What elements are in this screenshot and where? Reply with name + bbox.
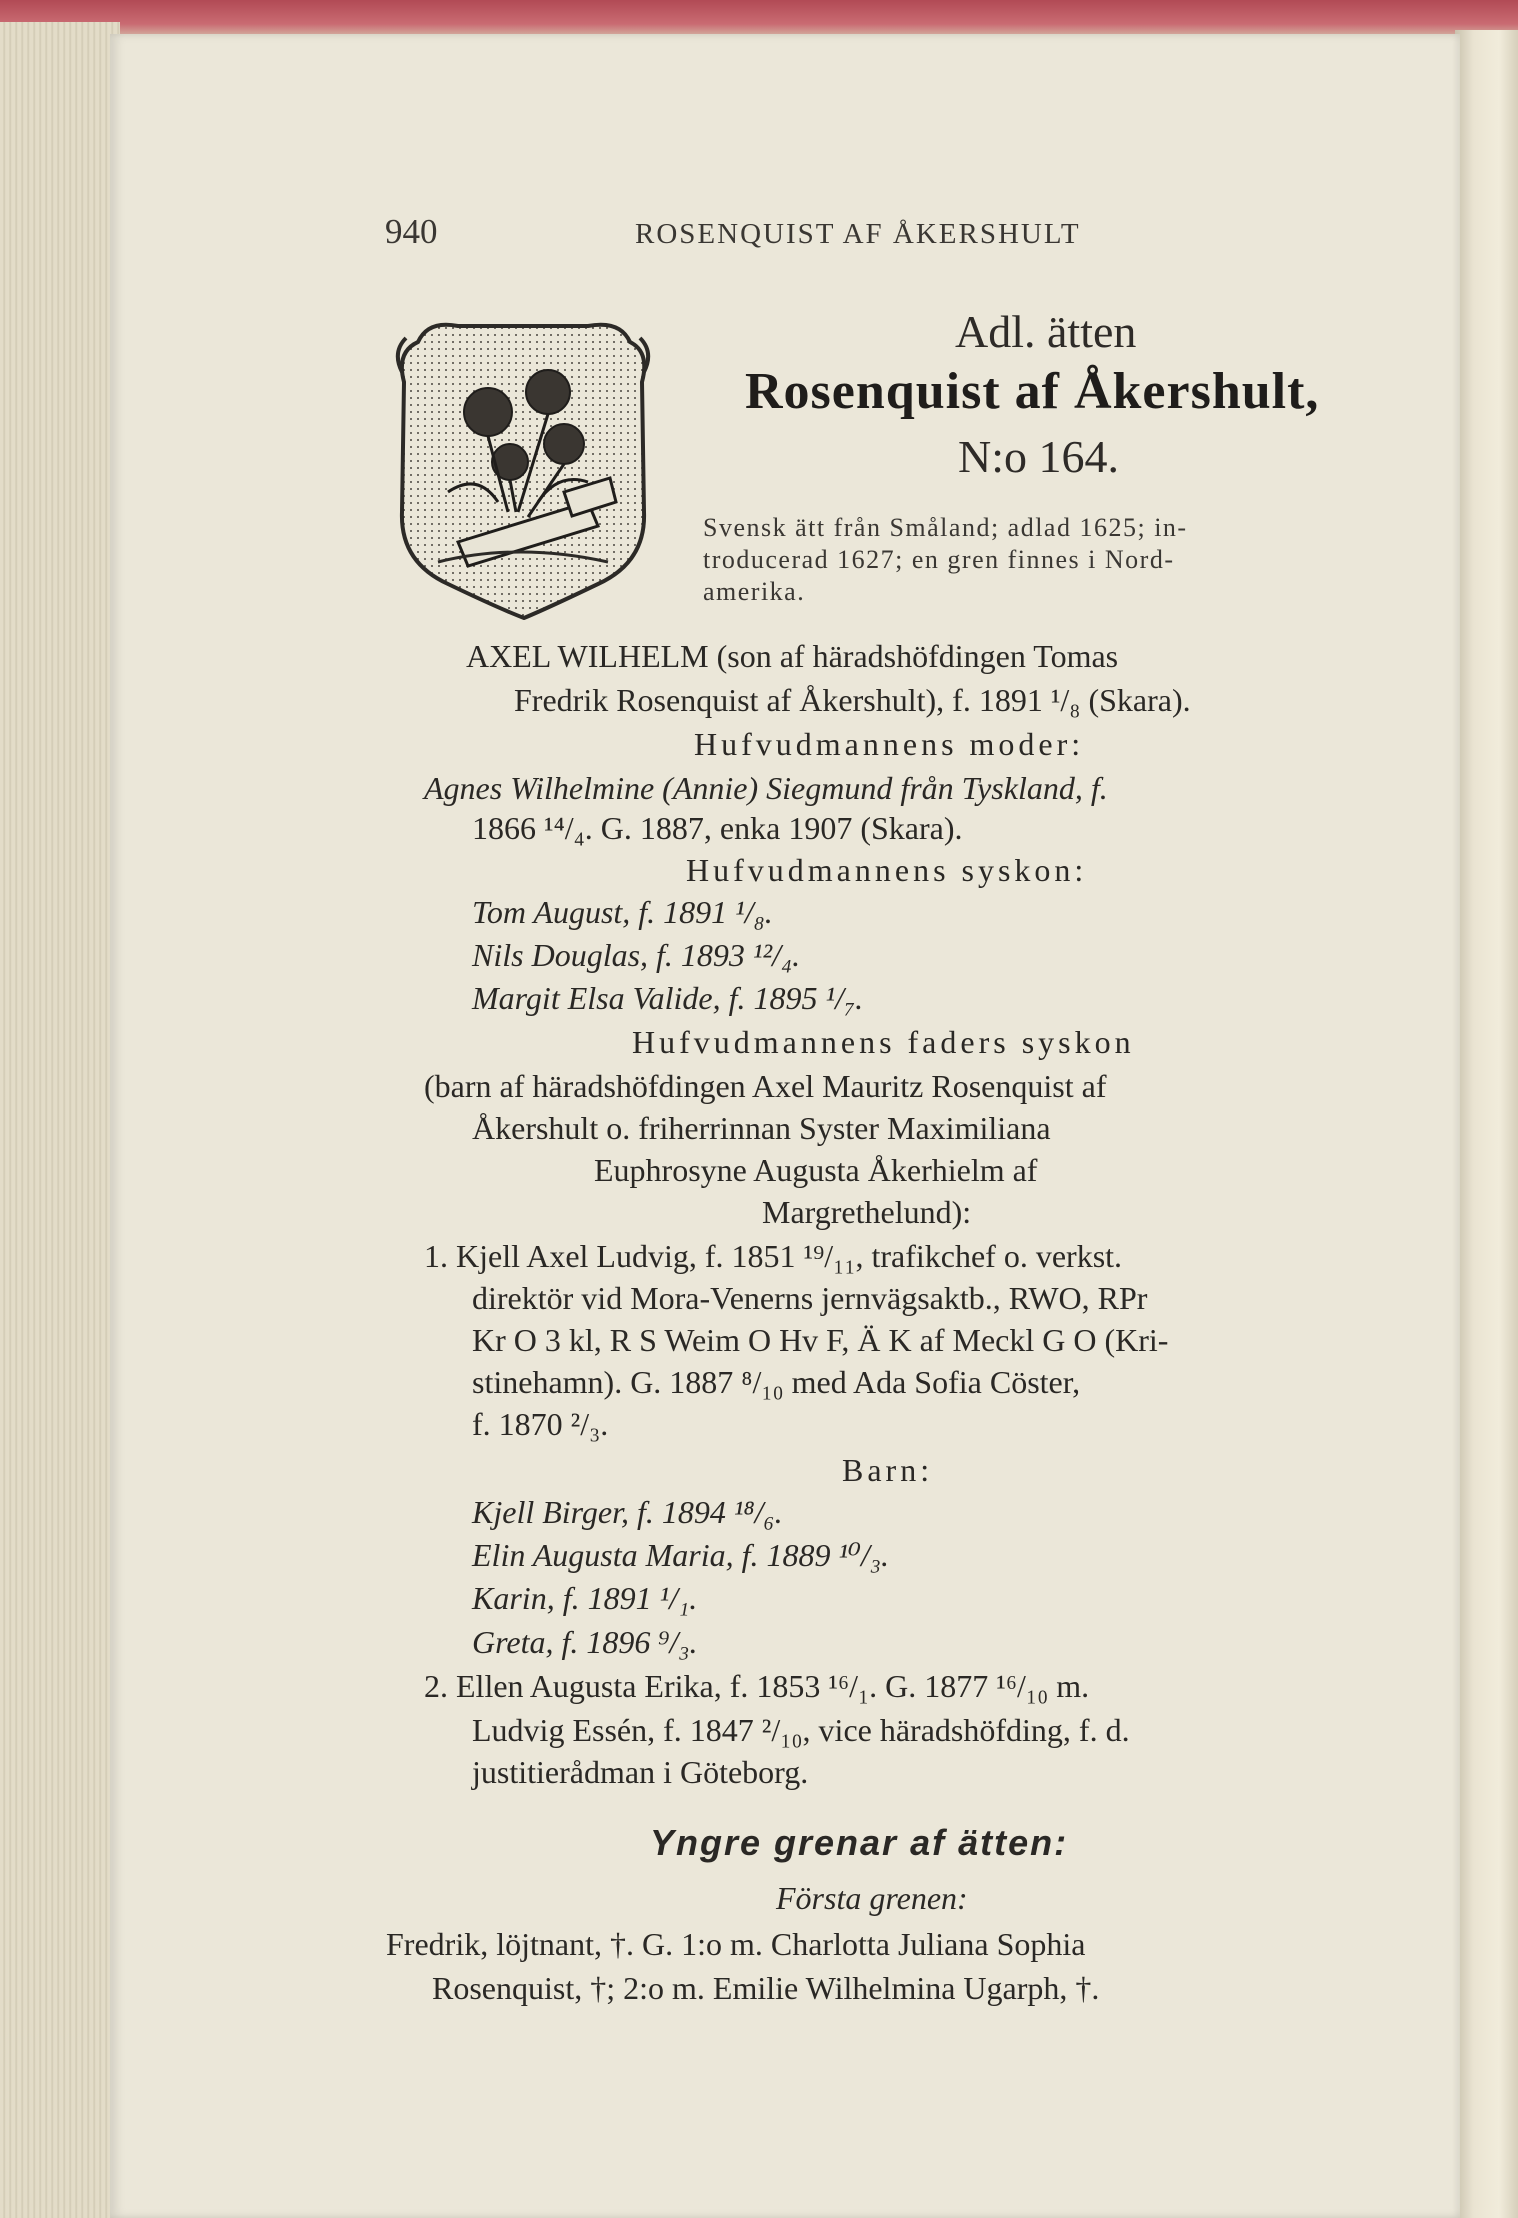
right-page-edge (1455, 30, 1518, 2218)
section-label: Hufvudmannens syskon: (686, 852, 1088, 888)
text-line: f. 1870 ²/₃. (472, 1406, 609, 1442)
entry-heading: Adl. ätten (955, 306, 1137, 357)
text-line: Euphrosyne Augusta Åkerhielm af (594, 1152, 1038, 1188)
coat-of-arms-icon (388, 312, 658, 620)
intro-line: troducerad 1627; en gren finnes i Nord- (703, 545, 1175, 574)
child-line: Karin, f. 1891 ¹/₁. (472, 1580, 698, 1616)
text-line: Åkershult o. friherrinnan Syster Maximiliana (472, 1110, 1051, 1146)
text-line: justitierådman i Göteborg. (472, 1754, 809, 1790)
head-of-family-line: AXEL WILHELM (son af häradshöfdingen Tomas (466, 638, 1119, 674)
sibling-line: Tom August, f. 1891 ¹/₈. (472, 894, 773, 930)
running-title: ROSENQUIST AF ÅKERSHULT (635, 218, 1081, 250)
page-stack-edge (0, 22, 120, 2218)
subsection-heading: Första grenen: (776, 1880, 968, 1916)
family-name: Rosenquist af Åkershult, (745, 363, 1320, 420)
text-line: Kr O 3 kl, R S Weim O Hv F, Ä K af Meckl G O (Kri- (472, 1322, 1169, 1358)
sibling-line: Nils Douglas, f. 1893 ¹²/₄. (472, 937, 801, 973)
section-label: Hufvudmannens faders syskon (632, 1024, 1135, 1060)
text-line: stinehamn). G. 1887 ⁸/₁₀ med Ada Sofia Cöster, (472, 1364, 1081, 1400)
child-line: Greta, f. 1896 ⁹/₃. (472, 1624, 698, 1660)
text-line: Margrethelund): (762, 1194, 972, 1230)
child-line: Kjell Birger, f. 1894 ¹⁸/₆. (472, 1494, 783, 1530)
entry-number: N:o 164. (958, 431, 1119, 482)
text-line: 1866 ¹⁴/₄. G. 1887, enka 1907 (Skara). (472, 810, 963, 846)
intro-line: Svensk ätt från Småland; adlad 1625; in- (703, 513, 1188, 542)
text-line: Rosenquist, †; 2:o m. Emilie Wilhelmina Ugarph, †. (432, 1970, 1100, 2006)
text-line: Agnes Wilhelmine (Annie) Siegmund från Tyskland, f. (424, 770, 1108, 806)
section-label: Barn: (842, 1452, 934, 1488)
list-item: 2. Ellen Augusta Erika, f. 1853 ¹⁶/₁. G. 1877 ¹⁶/₁₀ m. (424, 1668, 1090, 1704)
page-number: 940 (385, 212, 438, 251)
sibling-line: Margit Elsa Valide, f. 1895 ¹/₇. (472, 980, 864, 1016)
text-line: Fredrik, löjtnant, †. G. 1:o m. Charlotta Juliana Sophia (386, 1926, 1086, 1962)
text-line: (barn af häradshöfdingen Axel Mauritz Rosenquist af (424, 1068, 1107, 1104)
section-heading: Yngre grenar af ätten: (650, 1822, 1069, 1863)
section-label: Hufvudmannens moder: (694, 726, 1085, 762)
text-line: Fredrik Rosenquist af Åkershult), f. 1891 ¹/₈ (Skara). (514, 682, 1191, 718)
text-line: direktör vid Mora-Venerns jernvägsaktb., RWO, RPr (472, 1280, 1148, 1316)
child-line: Elin Augusta Maria, f. 1889 ¹⁰/₃. (472, 1537, 889, 1573)
intro-line: amerika. (703, 577, 806, 606)
text-line: Ludvig Essén, f. 1847 ²/₁₀, vice häradshöfding, f. d. (472, 1712, 1130, 1748)
list-item: 1. Kjell Axel Ludvig, f. 1851 ¹⁹/₁₁, trafikchef o. verkst. (424, 1238, 1123, 1274)
